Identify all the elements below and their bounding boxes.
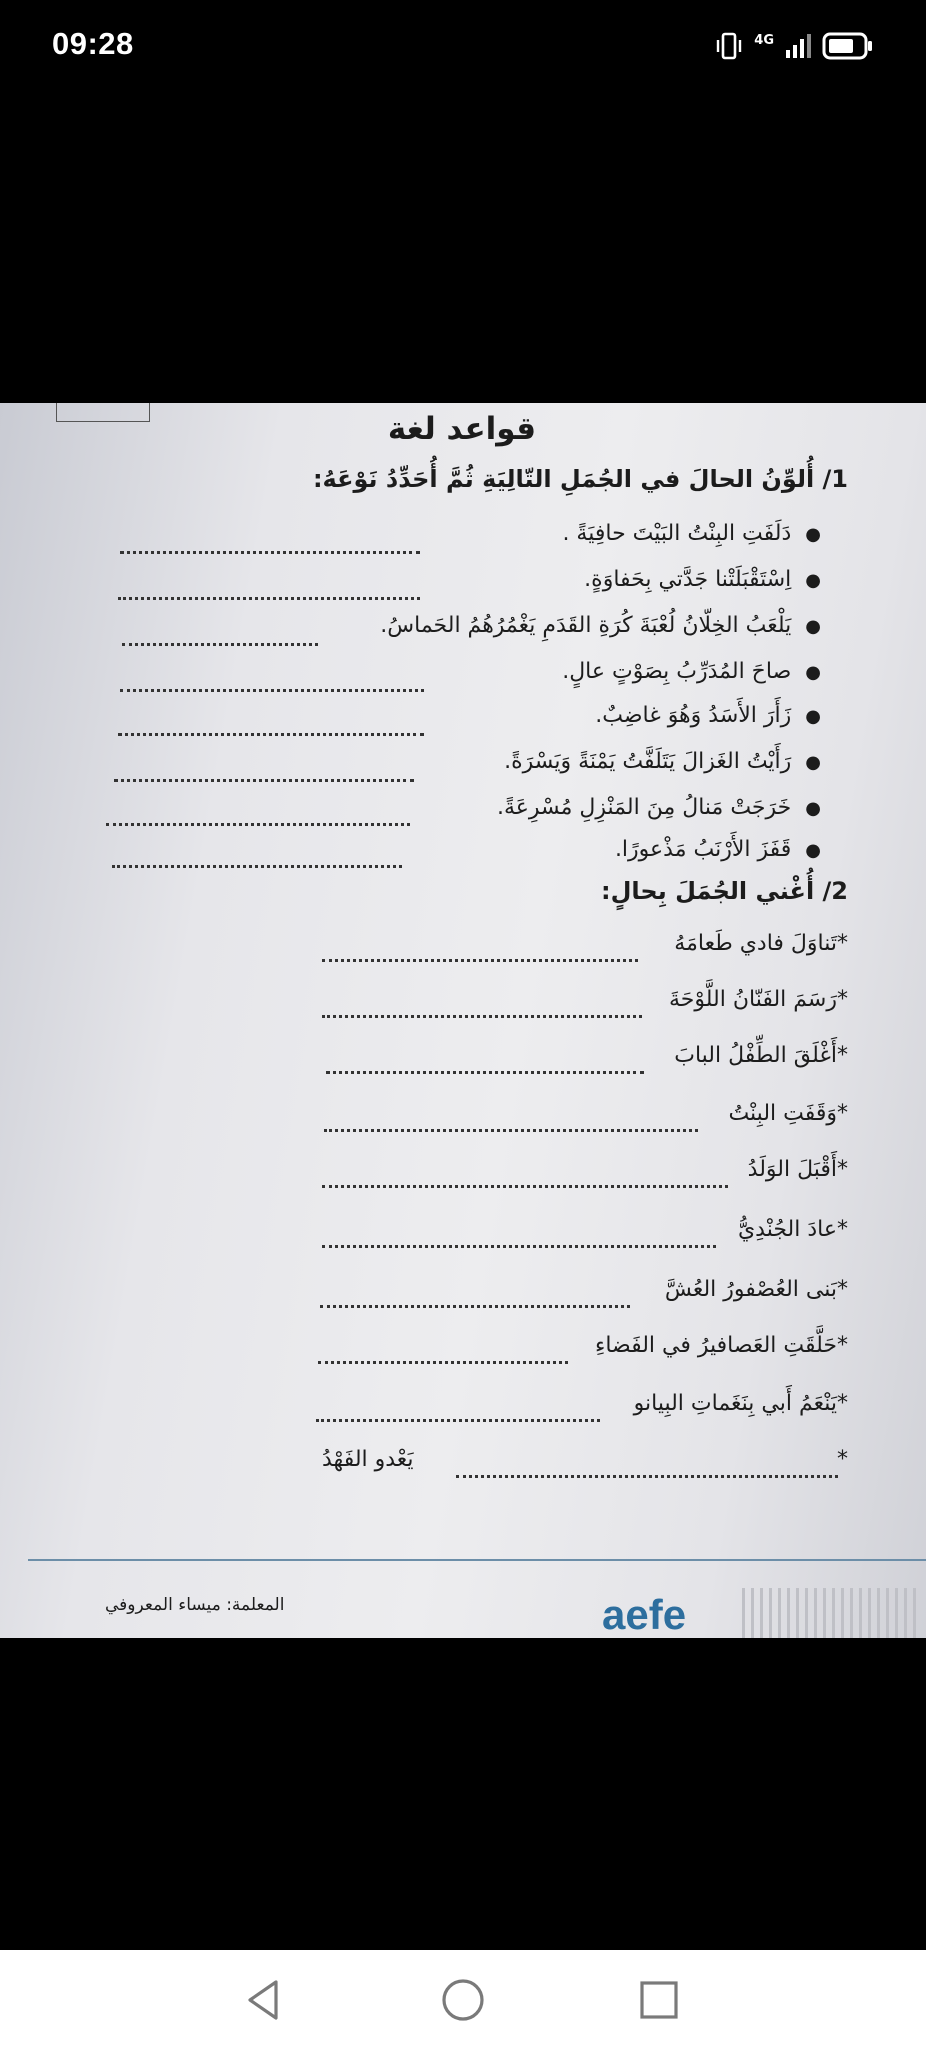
bullet-icon: ● (805, 615, 821, 637)
back-triangle-icon (244, 1978, 284, 2022)
teacher-name: المعلمة: ميساء المعروفي (105, 1595, 285, 1615)
bullet-icon: ● (805, 569, 821, 591)
answer-line[interactable] (318, 1361, 568, 1364)
back-button[interactable] (240, 1976, 288, 2024)
section2-item: * (837, 1447, 848, 1472)
bullet-icon: ● (805, 705, 821, 727)
section1-item: ●رَأَيْتُ الغَزالَ يَتَلَفَّتُ يَمْنَةً وَيَسْرَةً. (504, 749, 821, 774)
aefe-logo: aefe (602, 1591, 687, 1638)
section2-item: *عادَ الجُنْدِيُّ (737, 1217, 848, 1242)
nav-bar (0, 1950, 926, 2048)
section2-item: *حَلَّقَتِ العَصافيرُ في الفَضاءِ (594, 1333, 848, 1358)
battery-icon (822, 31, 874, 61)
answer-line[interactable] (456, 1475, 838, 1478)
answer-line[interactable] (322, 1015, 642, 1018)
section1-item: ●دَلَفَتِ البِنْتُ البَيْتَ حافِيَةً . (562, 521, 821, 546)
section1-item: ●صاحَ المُدَرِّبُ بِصَوْتٍ عالٍ. (562, 659, 821, 684)
bullet-icon: ● (805, 751, 821, 773)
corner-box (56, 403, 150, 422)
status-icons (714, 28, 874, 64)
answer-line[interactable] (324, 1129, 698, 1132)
answer-line[interactable] (326, 1071, 644, 1074)
answer-line[interactable] (320, 1305, 630, 1308)
section2-item: *يَنْعَمُ أَبي بِنَغَماتِ البِيانو (633, 1391, 848, 1416)
answer-line[interactable] (316, 1419, 600, 1422)
answer-line[interactable] (322, 1185, 728, 1188)
footer-rule (28, 1559, 926, 1561)
home-circle-icon (440, 1977, 486, 2023)
answer-line[interactable] (118, 597, 420, 600)
section1-item: ●يَلْعَبُ الخِلّانُ لُعْبَةَ كُرَةِ القَدَمِ يَغْمُرُهُمُ الحَماسُ. (380, 613, 821, 638)
worksheet-photo (0, 403, 926, 1638)
section1-item: ●اِسْتَقْبَلَتْنا جَدَّتي بِحَفاوَةٍ. (584, 567, 821, 592)
answer-line[interactable] (106, 823, 410, 826)
section1-item: ●قَفَزَ الأَرْنَبُ مَذْعورًا. (614, 837, 821, 862)
recents-button[interactable] (635, 1976, 683, 2024)
section2-item-last: يَعْدو الفَهْدُ (322, 1447, 414, 1472)
section2-item: *أَغْلَقَ الطِّفْلُ البابَ (674, 1043, 848, 1068)
page-title: قواعد لغة (387, 411, 536, 447)
clock: 09:28 (52, 26, 134, 61)
answer-line[interactable] (120, 551, 420, 554)
home-button[interactable] (439, 1976, 487, 2024)
bullet-icon: ● (805, 661, 821, 683)
section2-item: *بَنى العُصْفورُ العُشَّ (664, 1277, 848, 1302)
bullet-icon: ● (805, 523, 821, 545)
section2-heading: 2/ أُغْني الجُمَلَ بِحالٍ: (600, 877, 848, 905)
section1-item: ●خَرَجَتْ مَنالُ مِنَ المَنْزِلِ مُسْرِعَةً. (496, 795, 821, 820)
section2-item: *أَقْبَلَ الوَلَدُ (747, 1157, 848, 1182)
bullet-icon: ● (805, 797, 821, 819)
section2-item: *وَقَفَتِ البِنْتُ (728, 1101, 848, 1126)
vibrate-icon (714, 31, 744, 61)
answer-line[interactable] (322, 959, 638, 962)
answer-line[interactable] (118, 733, 424, 736)
answer-line[interactable] (112, 865, 402, 868)
section2-item: *تَناوَلَ فادي طَعامَهُ (674, 931, 848, 956)
barcode-stripes (742, 1588, 926, 1638)
network-label: 4G (754, 32, 774, 48)
section2-item: *رَسَمَ الفَنّانُ اللَّوْحَةَ (669, 987, 848, 1012)
section1-heading: 1/ أُلوِّنُ الحالَ في الجُمَلِ التّالِيَةِ ثُمَّ أُحَدِّدُ نَوْعَهُ: (312, 465, 848, 493)
bullet-icon: ● (805, 839, 821, 861)
signal-icon (784, 32, 812, 60)
answer-line[interactable] (120, 689, 424, 692)
section1-item: ●زَأَرَ الأَسَدُ وَهُوَ غاضِبٌ. (595, 703, 821, 728)
answer-line[interactable] (322, 1245, 716, 1248)
status-bar (0, 0, 926, 96)
answer-line[interactable] (114, 779, 414, 782)
recents-square-icon (638, 1979, 680, 2021)
answer-line[interactable] (122, 643, 318, 646)
